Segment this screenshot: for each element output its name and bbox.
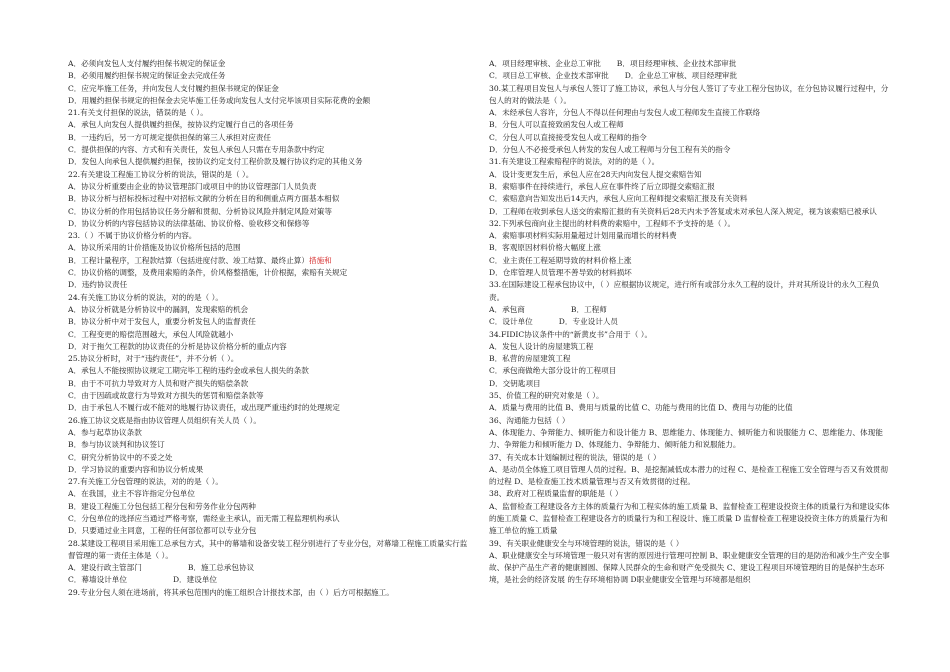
- text-line: A、是动员全体施工项目管理人员的过程。B、是挖掘减低成本潜力的过程 C、是检查工程施工安全管理与否又有效贯彻的过程 D、是检查施工技术质量管理与否又有效贯彻的过程。: [489, 464, 888, 487]
- text-line: A．设计变更发生后，承包人应在28天内向发包人提交索赔告知: [489, 169, 702, 179]
- question-33: 33.在国际建设工程承包协议中，（ ）应根据协议规定，进行所有或部分永久工程的设计，并对其所设计的永久工程负责。: [489, 280, 880, 302]
- question-23: 23.（ ）不属于协议价格分析的内容。: [68, 231, 197, 241]
- question-22: 22.有关建设工程施工协议分析的说法，错误的是（ ）。: [68, 169, 254, 179]
- text-line: C．索赔意向告知发出后14天内，承包人应向工程师提交索赔汇报及有关资料: [489, 194, 748, 204]
- text-line: D．由于承包人不履行或不能对的地履行协议责任，或出现严重违约时的处理规定: [68, 403, 340, 413]
- text-line: A．索赔事项材料实际用量超过计划用量而增长的材料费: [489, 231, 677, 241]
- question-26: 26.施工协议交底是指由协议管理人员组织有关人员（ ）。: [68, 415, 261, 425]
- option: D．专业设计人员: [558, 317, 619, 327]
- question-39: 39、有关职业健康安全与环境管理的说法，错误的是（ ）: [489, 538, 684, 548]
- question-34: 34.FIDIC协议条件中的“新黄皮书”合用于（ ）。: [489, 329, 653, 339]
- option: D．企业总工审核、项目经理审批: [624, 71, 738, 81]
- text-span: B．工程计量程序，工程款结算（包括进度付款、竣工结算、最终止算）: [68, 255, 309, 265]
- text-line: B．协议分析与招标投标过程中对招标文献的分析在目的和侧重点两方面基本相似: [68, 194, 340, 204]
- text-line: B．分包人可以直接致函发包人或工程师: [489, 120, 624, 130]
- text-line: A、职业健康安全与环境管理一般只对有害的原因进行管理可控制 B、职业健康安全管理的目的是防治和减少生产安全事故、保护产品生产者的健康圆圆、保障人民群众的生命和财产免受损失 C、建设工程项目环境管理的目的是保护生态环境，是社会的经济发展 的生存环境相协调 D职业健康安全管理与环境都是组织: [489, 550, 890, 585]
- text-line: B．由于不可抗力导致对方人员和财产损失的赔偿条款: [68, 378, 249, 388]
- text-line: A、监督检查工程建设各方主体的质量行为和工程实体的施工质量 B、监督检查工程建设投资主体的质量行为和建设实体的施工质量 C、监督检查工程建设各方的质量行为和工程设计、施工质量 D 监督检查工程建设投资主体方的质量行为和施工单位的施工质量: [489, 501, 890, 536]
- red-annotation: 措施和: [308, 255, 332, 265]
- text-line: C．承包商做绝大部分设计的工程项目: [489, 366, 617, 376]
- text-line: A．承包人向发包人提供履约担保，按协议约定履行自己的各项任务: [68, 120, 294, 130]
- question-30: 30.某工程项目发包人与承包人签订了施工协议，承包人与分包人签订了专业工程分包协议，在分包协议履行过程中，分包人的对的做法是（ ）。: [489, 83, 889, 105]
- option: C．幕墙设计单位: [68, 575, 127, 585]
- text-line: D．工程师在收到承包人送交的索赔汇报的有关资料后28天内未予答复或未对承包人深入规定，视为该索赔已被承认: [489, 206, 877, 216]
- text-line: D．对于拖欠工程款的协议责任的分析是协议价格分析的重点内容: [68, 341, 287, 351]
- right-column: [489, 58, 894, 587]
- text-line: A．承包人不能按照协议规定工期完毕工程的违约金或承包人损失的条款: [68, 366, 309, 376]
- text-line: D．学习协议的重要内容和协议分析成果: [68, 464, 204, 474]
- text-line: [68, 255, 470, 267]
- question-28: 28.某建设工程项目采用施工总承包方式，其中的幕墙和设备安装工程分别进行了专业分包，对幕墙工程施工质量实行监督管理的第一责任主体是（ ）。: [68, 538, 468, 560]
- left-column: [68, 58, 470, 599]
- text-line: D．协议分析的内容包括协议的法律基础、协议价格、验收移交和保修等: [68, 218, 310, 228]
- question-24: 24.有关施工协议分析的说法，对的的是（ ）。: [68, 292, 223, 302]
- text-line: C．由于因疏或故意行为导致对方损失的惩罚和赔偿条款等: [68, 391, 264, 401]
- option: B．施工总承包协议: [187, 563, 255, 573]
- text-line: [68, 562, 470, 574]
- question-32: 32.下列承包商向业主提出的材料费的索赔中，工程师不予支持的是（ ）。: [489, 218, 736, 228]
- question-25: 25.协议分析时，对于“违约责任”，并不分析（ ）。: [68, 354, 239, 364]
- text-line: D．交钥匙项目: [489, 378, 541, 388]
- text-line: C．分包人可以直接接受发包人或工程师的指令: [489, 132, 647, 142]
- text-line: A．在我国，业主不容许指定分包单位: [68, 489, 195, 499]
- question-37: 37、有关成本计划编制过程的说法，错误的是（ ）: [489, 452, 661, 462]
- text-line: C．业主责任工程延期导致的材料价格上涨: [489, 255, 632, 265]
- option: C．项目总工审核、企业技术部审批: [489, 71, 609, 81]
- question-31: 31.有关建设工程索赔程序的说法，对的的是（ ）。: [489, 157, 660, 167]
- text-line: D．只要通过业主同意，工程的任何部位都可以专业分包: [68, 526, 257, 536]
- text-line: D．发包人向承包人提供履约担保，按协议约定支付工程价款及履行协议约定的其他义务: [68, 157, 363, 167]
- text-line: A．参与起草协议条款: [68, 427, 142, 437]
- text-line: A．协议分析就是分析协议中的漏洞，发现索赔的机会: [68, 304, 249, 314]
- text-line: C．研究分析协议中的不妥之处: [68, 452, 173, 462]
- text-line: [489, 70, 894, 82]
- text-line: A．协议所采用的计价措施及协议价格所包括的范围: [68, 243, 241, 253]
- option: D．建设单位: [172, 575, 218, 585]
- text-line: B．必须用履约担保书规定的保证金去完成任务: [68, 71, 226, 81]
- question-38: 38、政府对工程质量监督的职能是（ ）: [489, 489, 623, 499]
- text-line: B．索赔事件在持续进行，承包人应在事件终了后立即提交索赔汇报: [489, 181, 715, 191]
- text-line: A．质量与费用的比值 B、费用与质量的比值 C、功能与费用的比值 D、费用与功能的比值: [489, 403, 793, 413]
- text-line: A．发包人设计的房屋建筑工程: [489, 341, 594, 351]
- text-line: D．违约协议责任: [68, 280, 128, 290]
- option: A．建设行政主管部门: [68, 563, 142, 573]
- text-line: [489, 58, 894, 70]
- text-line: C．协议价格的调整，及费用索赔的条件，价风格整措施，计价根据，索赔有关规定: [68, 268, 348, 278]
- text-line: [68, 574, 470, 586]
- text-line: D．用履约担保书规定的担保金去完毕施工任务或向发包人支付完毕该项目实际花费的金额: [68, 95, 371, 105]
- text-line: B．协议分析中对于发包人，重要分析发包人的监督责任: [68, 317, 256, 327]
- option: C．设计单位: [489, 317, 533, 327]
- text-line: B．参与协议谈判和协议签订: [68, 440, 165, 450]
- option: B．工程师: [570, 304, 607, 314]
- text-line: [489, 304, 894, 316]
- text-line: A．必须向发包人支付履约担保书规定的保证金: [68, 59, 226, 68]
- text-line: B．私营的房屋建筑工程: [489, 354, 571, 364]
- text-line: D．分包人不必接受承包人转发的发包人或工程师与分包工程有关的指令: [489, 145, 731, 155]
- text-line: A、体现能力、争辩能力、倾听能力和设计能力 B、思维能力、体现能力、倾听能力和说服能力 C、思维能力、体现能力、争辩能力和倾听能力 D、体现能力、争辩能力、倾听能力和说服能力。: [489, 427, 883, 450]
- question-36: 36、沟通能力包括（ ）: [489, 415, 570, 425]
- option: B．项目经理审核、企业技术部审批: [616, 59, 737, 68]
- text-line: D．仓库管理人员管理不善导致的材料损坏: [489, 268, 632, 278]
- question-29: 29.专业分包人须在进场前，将其承包范围内的施工组织合计报技术部，由（ ）后方可根据施工。: [68, 587, 394, 597]
- question-21: 21.有关支付担保的说法，错误的是（ ）。: [68, 108, 208, 118]
- text-line: A．协议分析重要由企业的协议管理部门或项目中的协议管理部门人员负责: [68, 181, 317, 191]
- text-line: C．工程变更的赔偿范围越大，承包人风险就越小: [68, 329, 234, 339]
- text-line: C．提供担保的内容、方式和有关责任，发包人承包人只需在专用条款中约定: [68, 145, 325, 155]
- text-line: C．协议分析的作用包括协议任务分解和贯彻、分析协议风险并制定风险对策等: [68, 206, 332, 216]
- question-27: 27.有关施工分包管理的说法，对的的是（ ）。: [68, 477, 223, 487]
- option: A．项目经理审核、企业总工审批: [489, 59, 601, 68]
- text-line: B．客观原因材料价格大幅度上涨: [489, 243, 601, 253]
- text-line: C．分包单位的选择应当通过严格考察，需经业主承认，而无需工程监理机构承认: [68, 513, 340, 523]
- text-line: A．未经承包人容许，分包人不得以任何理由与发包人或工程师发生直接工作联络: [489, 108, 761, 118]
- text-line: B．一违约后，另一方可规定提供担保的第三人承担对应责任: [68, 132, 272, 142]
- text-line: C．应完毕施工任务，并向发包人支付履约担保书规定的保证金: [68, 83, 279, 93]
- text-line: [489, 316, 894, 328]
- question-35: 35、价值工程的研究对象是（ ）。: [489, 391, 604, 401]
- option: A．承包商: [489, 304, 525, 314]
- text-line: B．建设工程施工分包包括工程分包和劳务作业分包两种: [68, 501, 256, 511]
